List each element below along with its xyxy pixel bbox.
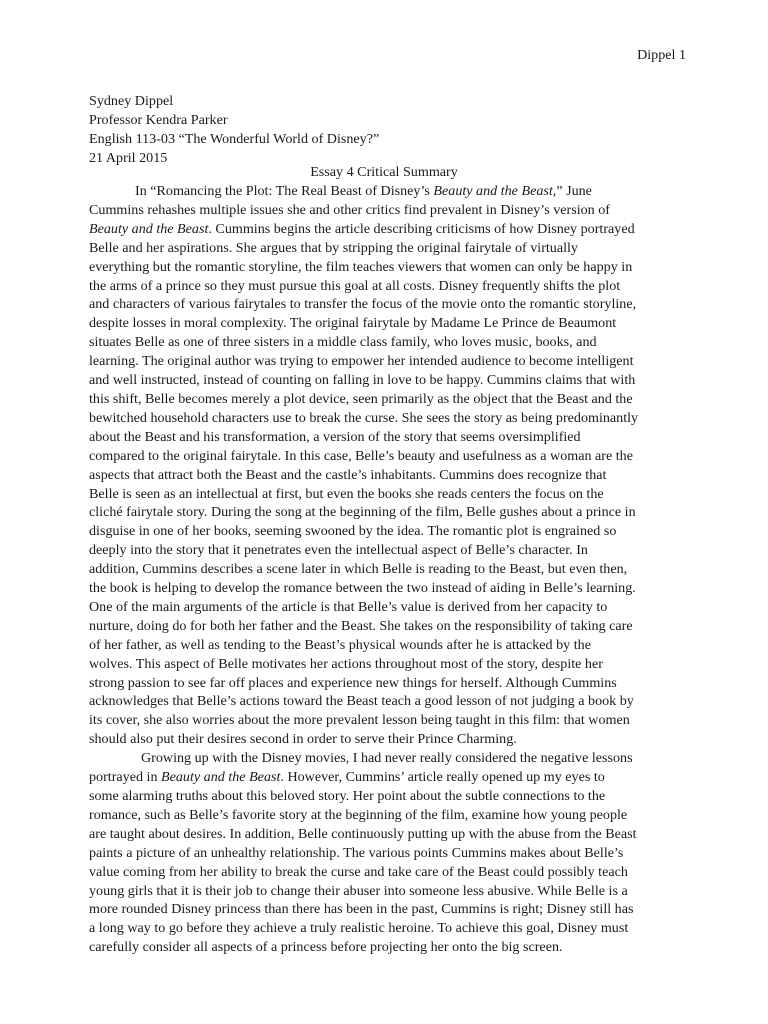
author-name: Sydney Dippel (89, 93, 174, 109)
essay-body (89, 182, 681, 957)
text-run: paints a picture of an unhealthy relationship. The various points Cummins makes about Belle’s (89, 844, 624, 861)
text-line (89, 711, 681, 730)
text-line (89, 239, 681, 258)
instructor-name: Professor Kendra Parker (89, 111, 228, 128)
text-line (89, 730, 681, 749)
text-run: Belle and her aspirations. She argues that by stripping the original fairytale of virtually (89, 239, 578, 256)
text-run: strong passion to see far off places and experience new things for herself. Although Cummins (89, 674, 617, 691)
text-run: aspects that attract both the Beast and the castle’s inhabitants. Cummins does recognize that (89, 466, 607, 483)
text-line (89, 220, 681, 239)
text-line (89, 277, 681, 296)
text-run: In “Romancing the Plot: The Real Beast of Disney’s (135, 183, 434, 199)
text-line (89, 466, 681, 485)
text-run: and characters of various fairytales to transfer the focus of the movie onto the romantic storyline, (89, 296, 637, 313)
text-run: value coming from her ability to break the curse and take care of the Beast could possibly teach (89, 863, 628, 880)
text-run: disguise in one of her books, seeming swooned by the idea. The romantic plot is engrained so (89, 523, 617, 540)
text-run: carefully consider all aspects of a princess before projecting her onto the big screen. (89, 939, 563, 956)
paragraph (89, 749, 681, 957)
text-run: are taught about desires. In addition, Belle continuously putting up with the abuse from the Beast (89, 825, 637, 842)
text-line (89, 655, 681, 674)
text-line (89, 541, 681, 560)
text-line (89, 503, 681, 522)
course-name: English 113-03 “The Wonderful World of Disney?” (89, 130, 380, 147)
text-run: the book is helping to develop the romance between the two instead of aiding in Belle’s learning. (89, 580, 636, 597)
text-line (89, 825, 681, 844)
italic-title: Beauty and the Beast (161, 769, 281, 786)
essay-date: 21 April 2015 (89, 149, 168, 166)
text-line (89, 919, 681, 938)
text-run: Growing up with the Disney movies, I had never really considered the negative lessons (141, 750, 633, 767)
text-run: Belle is seen as an intellectual at first, but even the books she reads centers the focus on the (89, 485, 604, 502)
text-run: despite losses in moral complexity. The original fairytale by Madame Le Prince de Beaumont (89, 315, 617, 332)
running-head: Dippel 1 (637, 47, 686, 63)
text-line (89, 598, 681, 617)
text-run: this shift, Belle becomes merely a plot device, seen primarily as the object that the Beast and the (89, 390, 633, 407)
text-line (89, 692, 681, 711)
essay-title: Essay 4 Critical Summary (310, 164, 458, 180)
text-run: young girls that it is their job to change their abuser into someone less abusive. While Belle is a (89, 882, 628, 899)
text-run: everything but the romantic storyline, the film teaches viewers that women can only be happy in (89, 258, 633, 275)
text-line (89, 485, 681, 504)
text-run: learning. The original author was trying to empower her intended audience to become intelligent (89, 353, 634, 370)
text-run: and well instructed, instead of counting on falling in love to be happy. Cummins claims that with (89, 372, 636, 389)
text-line (89, 579, 681, 598)
mla-heading (89, 92, 679, 168)
text-run: . However, Cummins’ article really opened up my eyes to (280, 769, 605, 786)
text-run: about the Beast and his transformation, a version of the story that seems oversimplified (89, 428, 581, 445)
text-line (89, 333, 681, 352)
text-run: situates Belle as one of three sisters in a middle class family, who loves music, books, and (89, 334, 597, 351)
text-run: cliché fairytale story. During the song at the beginning of the film, Belle gushes about a prince in (89, 504, 636, 521)
text-line (89, 938, 681, 957)
paragraph (89, 182, 681, 749)
text-line (89, 900, 681, 919)
text-line (89, 863, 681, 882)
text-run: ,” June (552, 183, 592, 199)
text-line (89, 428, 681, 447)
text-run: Cummins rehashes multiple issues she and other critics find prevalent in Disney’s version of (89, 201, 610, 218)
text-line (89, 182, 681, 201)
text-run: compared to the original fairytale. In this case, Belle’s beauty and usefulness as a woman are the (89, 447, 633, 464)
text-run: addition, Cummins describes a scene later in which Belle is reading to the Beast, but even then, (89, 561, 628, 578)
text-line (89, 258, 681, 277)
text-run: its cover, she also worries about the more prevalent lesson being taught in this film: that women (89, 712, 630, 729)
text-line (89, 295, 681, 314)
text-line (89, 636, 681, 655)
text-run: wolves. This aspect of Belle motivates her actions throughout most of the story, despite her (89, 655, 603, 672)
text-run: portrayed in (89, 769, 162, 786)
text-line (89, 806, 681, 825)
italic-title: Beauty and the Beast (89, 220, 209, 237)
text-run: deeply into the story that it penetrates even the intellectual aspect of Belle’s character. In (89, 542, 588, 559)
text-run: some alarming truths about this beloved story. Her point about the subtle connections to the (89, 788, 606, 804)
text-line (89, 352, 681, 371)
text-run: nurture, doing do for both her father and the Beast. She takes on the responsibility of taking care (89, 617, 633, 634)
text-line (89, 314, 681, 333)
text-line (89, 674, 681, 693)
text-line (89, 522, 681, 541)
text-line (89, 560, 681, 579)
text-run: a long way to go before they achieve a truly realistic heroine. To achieve this goal, Disney must (89, 920, 629, 937)
text-line (89, 447, 681, 466)
text-line (89, 882, 681, 901)
text-run: . Cummins begins the article describing criticisms of how Disney portrayed (208, 220, 635, 237)
text-run: romance, such as Belle’s favorite story at the beginning of the film, examine how young people (89, 806, 628, 823)
italic-title: Beauty and the Beast (433, 183, 553, 199)
text-line (89, 787, 681, 806)
text-run: should also put their desires second in order to serve their Prince Charming. (89, 731, 517, 748)
text-line (89, 749, 681, 768)
text-run: One of the main arguments of the article is that Belle’s value is derived from her capacity to (89, 598, 608, 615)
text-line (89, 371, 681, 390)
text-run: bewitched household characters use to break the curse. She sees the story as being predominantly (89, 409, 639, 426)
text-line (89, 409, 681, 428)
text-line (89, 617, 681, 636)
text-run: more rounded Disney princess than there has been in the past, Cummins is right; Disney still has (89, 901, 634, 918)
text-run: the arms of a prince so they must pursue this goal at all costs. Disney frequently shifts the plot (89, 277, 621, 294)
text-line (89, 201, 681, 220)
text-run: of her father, as well as tending to the Beast’s physical wounds after he is attacked by the (89, 636, 591, 653)
text-line (89, 768, 681, 787)
text-line (89, 390, 681, 409)
text-run: acknowledges that Belle’s actions toward the Beast teach a good lesson of not judging a book by (89, 693, 634, 710)
text-line (89, 844, 681, 863)
